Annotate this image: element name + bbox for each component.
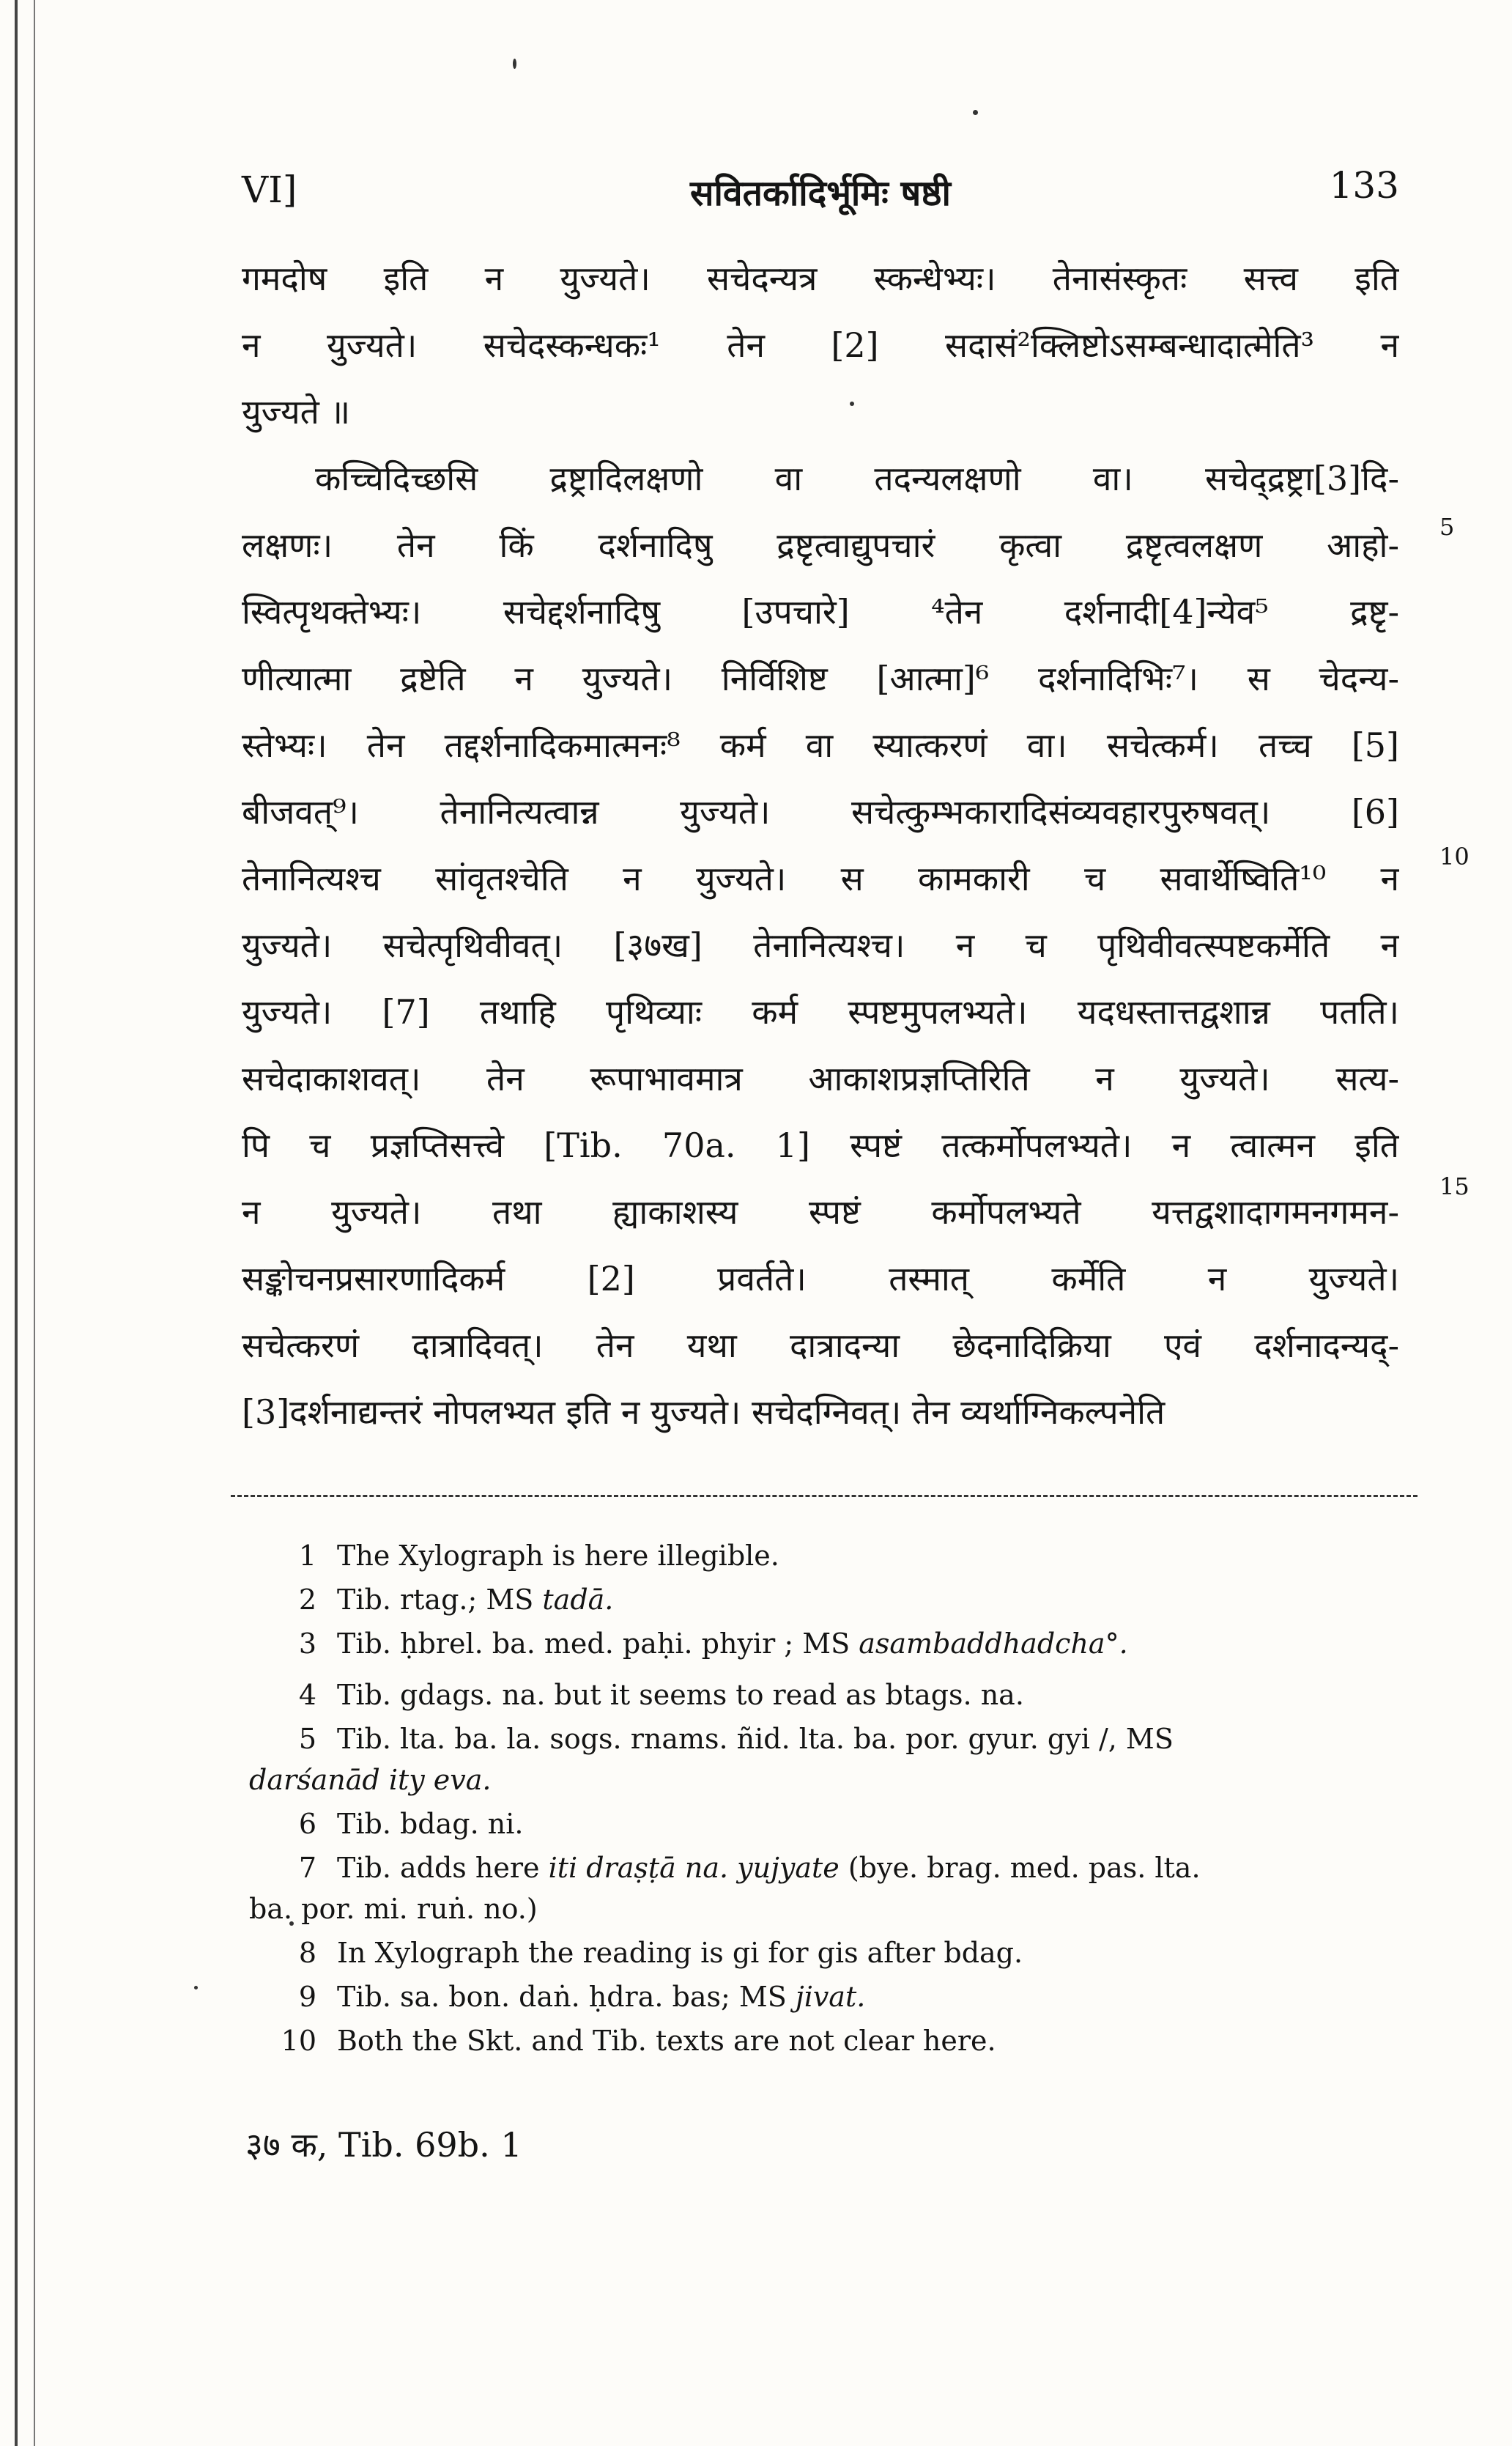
scan-speck [973,110,978,115]
text-line: स्वित्पृथक्तेभ्यः। सचेद्दर्शनादिषु [उपचारे] ⁴तेन दर्शनादी[4]न्येव⁵ द्रष्टृ- [242,592,1399,632]
text-line: गमदोष इति न युज्यते। सचेदन्यत्र स्कन्धेभ्यः। तेनासंस्कृतः सत्त्व इति [242,259,1399,298]
section-number: VI] [242,169,297,211]
line-number-5: 5 [1439,513,1455,541]
page-title: सवितर्कादिर्भूमिः षष्ठी [690,173,951,214]
text-line: णीत्यात्मा द्रष्टेति न युज्यते। निर्विशिष्ट [आत्मा]⁶ दर्शनादिभिः⁷। स चेदन्य- [242,659,1399,698]
text-line: युज्यते। सचेत्पृथिवीवत्। [३७ख] तेनानित्यश्च। न च पृथिवीवत्स्पष्टकर्मेति न [242,925,1399,965]
footnote-7: 7 Tib. adds here iti draṣṭā na. yujyate (bye. brag. med. pas. lta. ba. por. mi. ruṅ. no.) [249,1852,1201,1925]
text-line: न युज्यते। सचेदस्कन्धकः¹ तेन [2] सदासं²क्लिष्टोऽसम्बन्धादात्मेति³ न [242,325,1399,365]
text-line: युज्यते ॥ [242,392,351,432]
text-line: न युज्यते। तथा ह्याकाशस्य स्पष्टं कर्मोपलभ्यते यत्तद्वशादागमनगमन- [242,1192,1399,1232]
text-line: स्तेभ्यः। तेन तद्दर्शनादिकमात्मनः⁸ कर्म वा स्यात्करणं वा। सचेत्कर्म। तच्च [5] [242,725,1399,765]
line-number-10: 10 [1439,843,1470,871]
footnote-divider [231,1495,1418,1497]
page-number: 133 [1329,164,1399,207]
footnote-9: 9 Tib. sa. bon. daṅ. ḥdra. bas; MS jivat. [298,1981,866,2013]
main-text [242,245,1399,1446]
folio-reference: ३७ क, Tib. 69b. 1 [245,2125,522,2165]
text-line: कच्चिदिच्छसि द्रष्ट्रादिलक्षणो वा तदन्यलक्षणो वा। सचेद्द्रष्ट्रा[3]दि- [315,459,1399,498]
text-line: सचेत्करणं दात्रादिवत्। तेन यथा दात्रादन्या छेदनादिक्रिया एवं दर्शनादन्यद्- [242,1326,1399,1365]
binding-edge-inner [34,0,35,2446]
footnote-5: 5 Tib. lta. ba. la. sogs. rnams. ñid. lta. ba. por. gyur. gyi /, MS darśanād ity eva. [249,1723,1174,1796]
text-line: सङ्कोचनप्रसारणादिकर्म [2] प्रवर्तते। तस्मात् कर्मेति न युज्यते। [242,1259,1399,1298]
scan-speck [194,1986,198,1989]
footnote-1: 1 The Xylograph is here illegible. [298,1540,779,1572]
footnote-8: 8 In Xylograph the reading is gi for gis after bdag. [298,1937,1023,1969]
binding-edge [15,0,18,2446]
text-line: बीजवत्⁹। तेनानित्यत्वान्न युज्यते। सचेत्कुम्भकारादिसंव्यवहारपुरुषवत्। [6] [242,792,1399,832]
footnotes [249,1535,1407,2064]
text-line: तेनानित्यश्च सांवृतश्चेति न युज्यते। स कामकारी च सवार्थेष्विति¹⁰ न [242,859,1399,898]
text-line: लक्षणः। तेन किं दर्शनादिषु द्रष्टृत्वाद्युपचारं कृत्वा द्रष्टृत्वलक्षण आहो- [242,525,1399,565]
running-head [242,161,1399,220]
footnote-3: 3 Tib. ḥbrel. ba. med. paḥi. phyir ; MS asambaddhadcha°. [298,1627,1128,1660]
text-line: युज्यते। [7] तथाहि पृथिव्याः कर्म स्पष्टमुपलभ्यते। यदधस्तात्तद्वशान्न पतति। [242,992,1399,1032]
text-line: सचेदाकाशवत्। तेन रूपाभावमात्र आकाशप्रज्ञप्तिरिति न युज्यते। सत्य- [242,1059,1399,1098]
line-number-15: 15 [1439,1172,1470,1200]
footnote-10: 10 Both the Skt. and Tib. texts are not clear here. [281,2025,996,2057]
footnote-4: 4 Tib. gdags. na. but it seems to read as btags. na. [298,1679,1024,1711]
footnote-2: 2 Tib. rtag.; MS tadā. [298,1584,614,1616]
footnote-6: 6 Tib. bdag. ni. [298,1808,524,1840]
text-line: पि च प्रज्ञप्तिसत्त्वे [Tib. 70a. 1] स्पष्टं तत्कर्मोपलभ्यते। न त्वात्मन इति [242,1126,1399,1165]
text-line: [3]दर्शनाद्यन्तरं नोपलभ्यत इति न युज्यते। सचेदग्निवत्। तेन व्यर्थाग्निकल्पनेति [242,1392,1166,1432]
scan-speck [513,59,516,69]
